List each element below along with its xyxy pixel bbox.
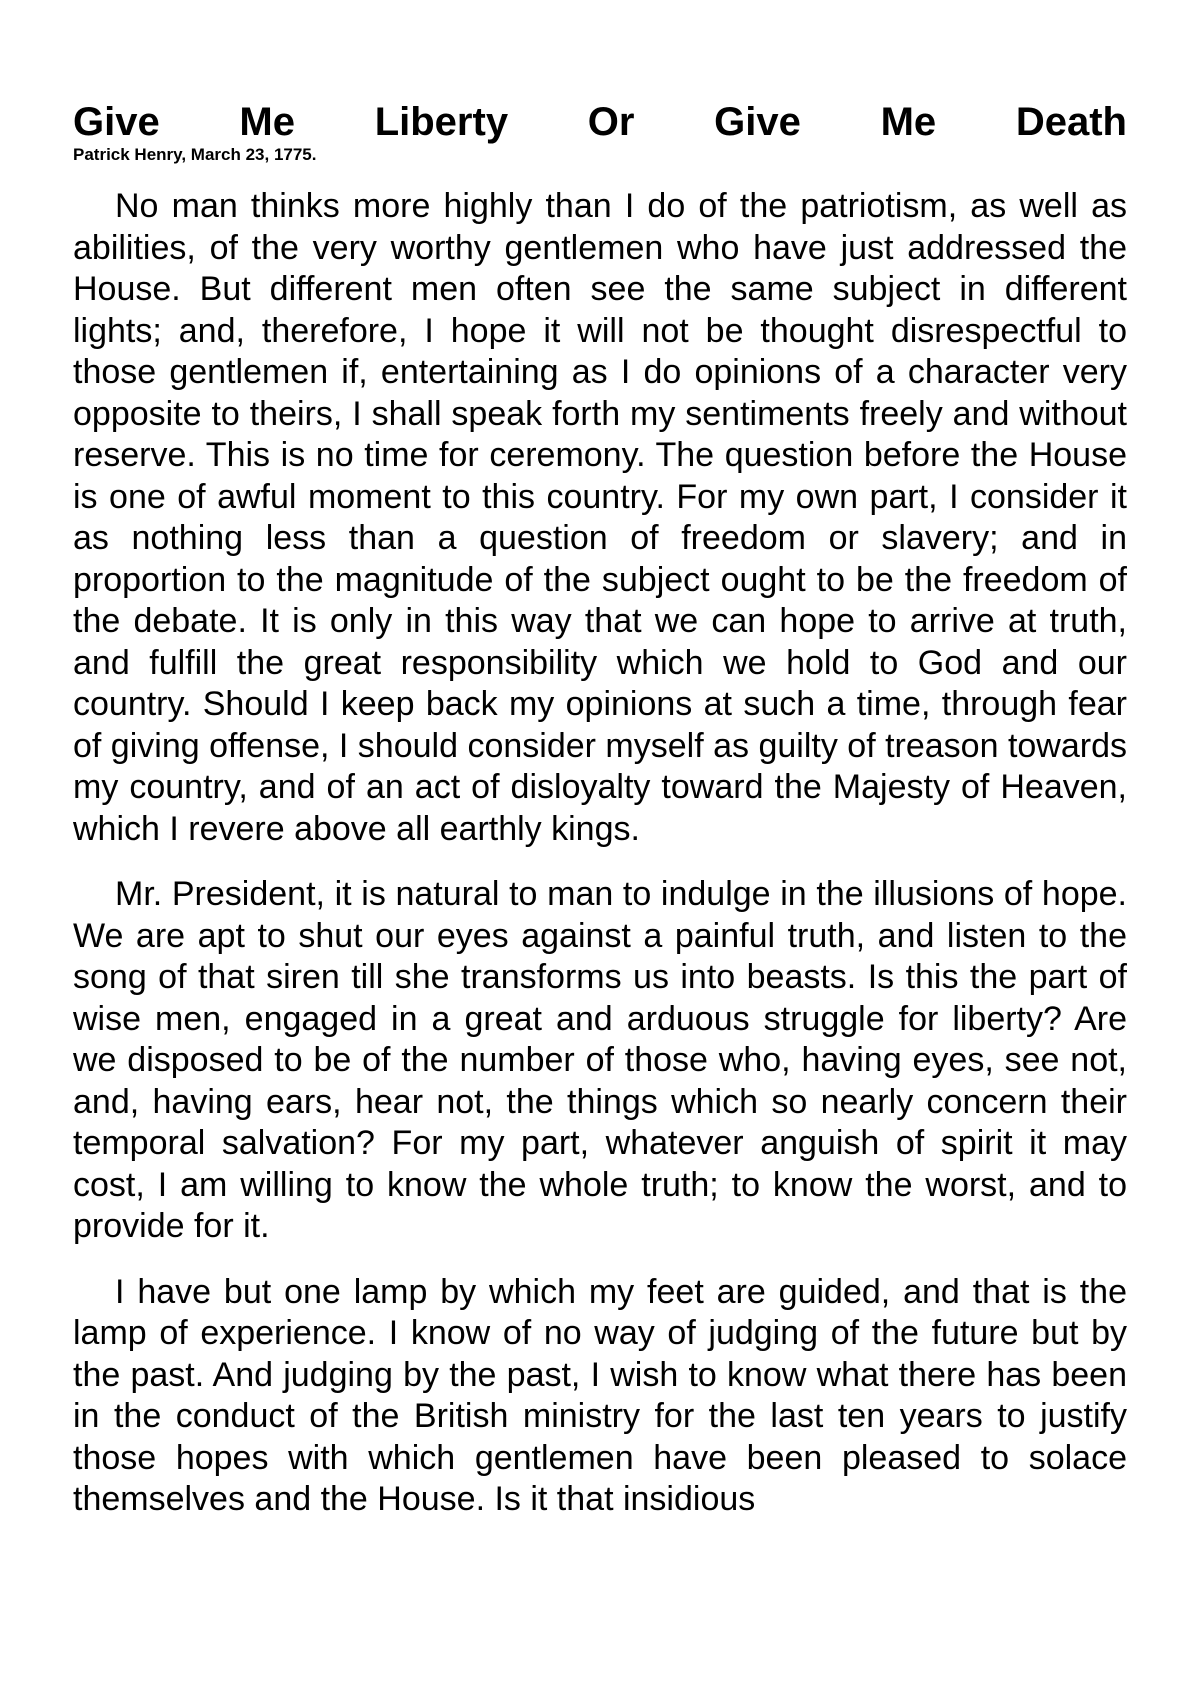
body-paragraph-3: I have but one lamp by which my feet are guided, and that is the lamp of experience. I know of no way of judging of the future but by the past. And judging by the past, I wish to know what there has been in the conduct of the British ministry for the last ten years to justify those hopes with which gentlemen have been pleased to solace themselves and the House. Is it that insidious xyxy=(73,1272,1127,1518)
body-paragraph-2: Mr. President, it is natural to man to indulge in the illusions of hope. We are apt to shut our eyes against a painful truth, and listen to the song of that siren till she transforms us into beasts. Is this the part of wise men, engaged in a great and arduous struggle for liberty? Are we disposed to be of the number of those who, having eyes, see not, and, having ears, hear not, the things which so nearly concern their temporal salvation? For my part, whatever anguish of spirit it may cost, I am willing to know the whole truth; to know the worst, and to provide for it. xyxy=(73,875,1127,1245)
title-word: Or xyxy=(587,100,635,144)
title-word: Me xyxy=(239,100,295,144)
document-title xyxy=(73,100,1127,144)
title-word: Liberty xyxy=(374,100,509,144)
title-word: Give xyxy=(73,100,160,144)
title-word: Death xyxy=(1015,100,1127,144)
document-subtitle: Patrick Henry, March 23, 1775. xyxy=(73,145,317,164)
title-word: Give xyxy=(714,100,801,144)
body-paragraph-1: No man thinks more highly than I do of the patriotism, as well as abilities, of the very worthy gentlemen who have just addressed the House. But different men often see the same subject in different lights; and, therefore, I hope it will not be thought disrespectful to those gentlemen if, entertaining as I do opinions of a character very opposite to theirs, I shall speak forth my sentiments freely and without reserve. This is no time for ceremony. The question before the House is one of awful moment to this country. For my own part, I consider it as nothing less than a question of freedom or slavery; and in proportion to the magnitude of the subject ought to be the freedom of the debate. It is only in this way that we can hope to arrive at truth, and fulfill the great responsibility which we hold to God and our country. Should I keep back my opinions at such a time, through fear of giving offense, I should consider myself as guilty of treason towards my country, and of an act of disloyalty toward the Majesty of Heaven, which I revere above all earthly kings. xyxy=(73,187,1127,848)
document-page xyxy=(73,100,1127,1545)
title-word: Me xyxy=(880,100,937,144)
